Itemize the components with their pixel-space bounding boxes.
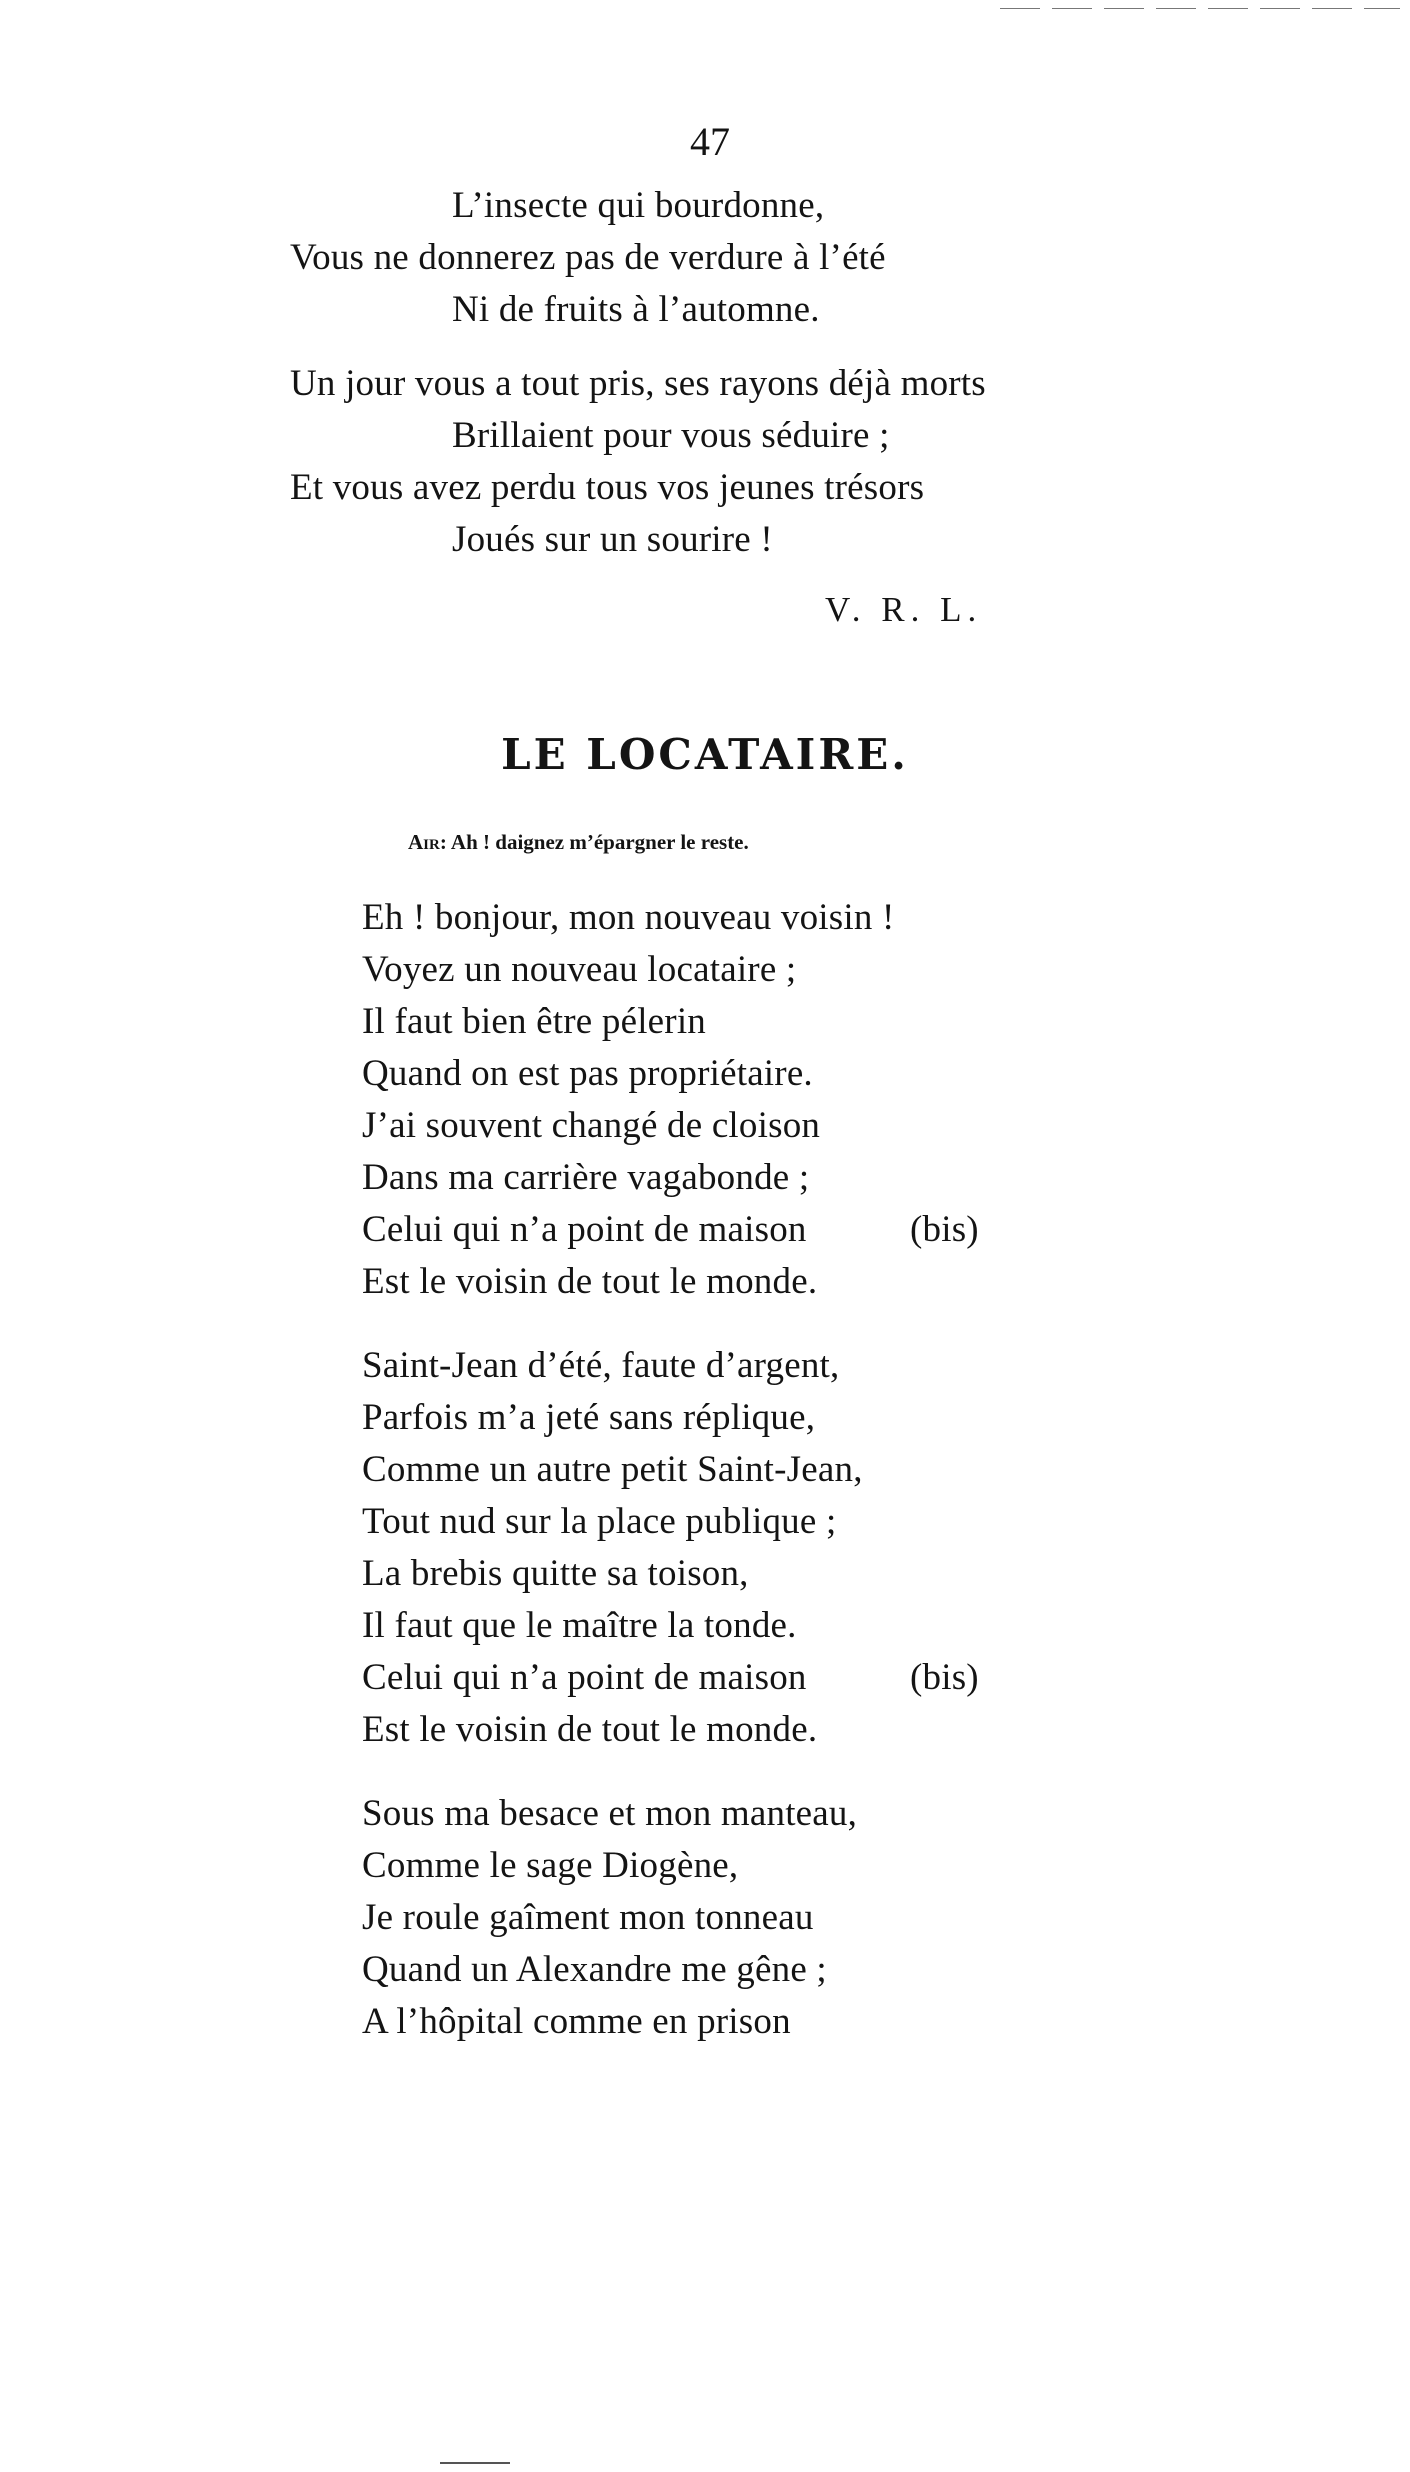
song-line-row <box>362 1704 1062 1756</box>
song-line-row <box>362 1152 1062 1204</box>
page-number: 47 <box>690 119 730 164</box>
song-line-row <box>362 1996 1062 2048</box>
poem-signature: V. R. L. <box>825 590 983 629</box>
air-label: Air <box>408 830 440 854</box>
song-line-row <box>362 1496 1062 1548</box>
song-line-row <box>362 1048 1062 1100</box>
poem-line: Brillaient pour vous séduire ; <box>452 415 890 456</box>
air-text: : Ah ! daignez m’épargner le reste. <box>439 830 749 854</box>
song-line-row <box>362 1944 1062 1996</box>
stanza-gap <box>290 336 1150 358</box>
previous-poem-ending <box>290 180 1150 636</box>
bis-marker: (bis) <box>910 1657 979 1698</box>
song-line-row <box>362 892 1062 944</box>
poem-line: L’insecte qui bourdonne, <box>452 185 825 226</box>
song-line-row <box>362 1652 1062 1704</box>
song-line-row <box>362 1600 1062 1652</box>
song-line: Comme le sage Diogène, <box>362 1845 739 1886</box>
song-line-row <box>362 944 1062 996</box>
song-line-row <box>362 1100 1062 1152</box>
song-line: Sous ma besace et mon manteau, <box>362 1793 858 1834</box>
poem-line: Un jour vous a tout pris, ses rayons déjà morts <box>290 363 986 404</box>
poem-line: Vous ne donnerez pas de verdure à l’été <box>290 237 886 278</box>
song-line: Tout nud sur la place publique ; <box>362 1501 837 1542</box>
poem-line: Et vous avez perdu tous vos jeunes trésors <box>290 467 925 508</box>
song-air-line <box>408 830 749 855</box>
song-body <box>362 892 1062 2048</box>
song-line-row <box>362 1204 1062 1256</box>
stanza-gap <box>362 1756 1062 1788</box>
song-title: LE LOCATAIRE. <box>501 730 909 779</box>
song-line-row <box>362 1892 1062 1944</box>
song-line-row <box>362 1340 1062 1392</box>
bottom-edge-rule <box>440 2462 510 2464</box>
song-line: Il faut que le maître la tonde. <box>362 1605 797 1646</box>
song-line: Il faut bien être pélerin <box>362 1001 706 1042</box>
song-line: Comme un autre petit Saint-Jean, <box>362 1449 863 1490</box>
top-edge-rule <box>1000 8 1400 9</box>
song-line: La brebis quitte sa toison, <box>362 1553 749 1594</box>
bis-marker: (bis) <box>910 1209 979 1250</box>
song-line-row <box>362 1548 1062 1600</box>
song-line: Dans ma carrière vagabonde ; <box>362 1157 810 1198</box>
song-line-row <box>362 1256 1062 1308</box>
song-line: Celui qui n’a point de maison <box>362 1209 807 1250</box>
song-line: A l’hôpital comme en prison <box>362 2001 791 2042</box>
previous-poem-stanzas <box>290 180 1150 566</box>
song-line-row <box>362 996 1062 1048</box>
song-line-row <box>362 1840 1062 1892</box>
poem-line: Joués sur un sourire ! <box>452 519 773 560</box>
song-line: J’ai souvent changé de cloison <box>362 1105 821 1146</box>
song-line: Est le voisin de tout le monde. <box>362 1709 818 1750</box>
song-line-row <box>362 1392 1062 1444</box>
poem-line: Ni de fruits à l’automne. <box>452 289 820 330</box>
song-line: Saint-Jean d’été, faute d’argent, <box>362 1345 840 1386</box>
song-line: Est le voisin de tout le monde. <box>362 1261 818 1302</box>
song-line-row <box>362 1788 1062 1840</box>
song-line: Celui qui n’a point de maison <box>362 1657 807 1698</box>
song-line: Je roule gaîment mon tonneau <box>362 1897 814 1938</box>
song-line: Quand on est pas propriétaire. <box>362 1053 813 1094</box>
song-line: Voyez un nouveau locataire ; <box>362 949 797 990</box>
song-line: Parfois m’a jeté sans réplique, <box>362 1397 816 1438</box>
stanza-gap <box>362 1308 1062 1340</box>
song-line: Eh ! bonjour, mon nouveau voisin ! <box>362 897 895 938</box>
song-line-row <box>362 1444 1062 1496</box>
song-line: Quand un Alexandre me gêne ; <box>362 1949 827 1990</box>
